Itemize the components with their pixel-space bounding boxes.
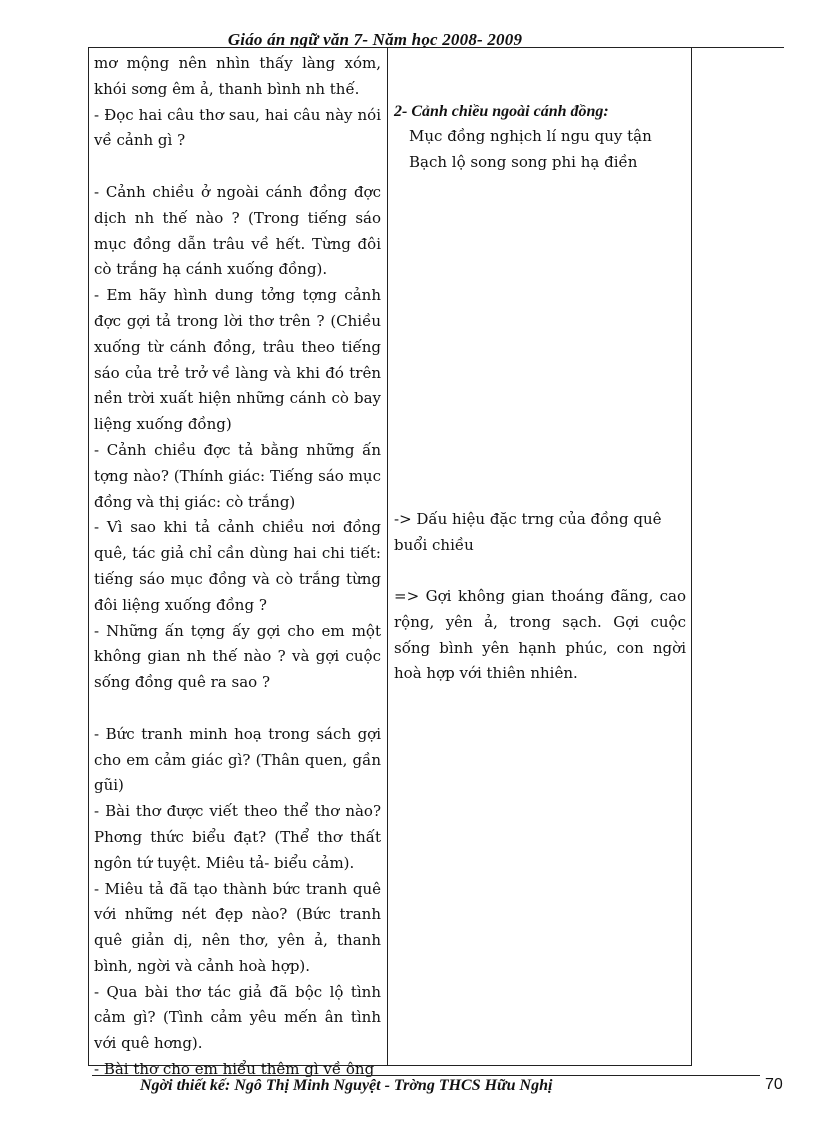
left-line: - Đọc hai câu thơ sau, hai câu này nói về cảnh gì ? — [94, 105, 381, 150]
left-line: - Em hãy hình dung tởng tợng cảnh đợc gợi tả trong lời thơ trên ? (Chiều xuống từ cánh đồng, trâu theo tiếng sáo của trẻ trở về làng và khi đó trên nền trời xuất hiện những cánh cò bay liệng xuống đồng) — [94, 286, 381, 434]
conclusion-text: => Gợi không gian thoáng đãng, cao rộng, yên ả, trong sạch. Gợi cuộc sống bình yên hạnh phúc, con ngời hoà hợp với thiên nhiên. — [394, 587, 686, 683]
poem-line: Bạch lộ song song phi hạ điền — [409, 153, 638, 171]
page-header-title: Giáo án ngữ văn 7- Năm học 2008- 2009 — [227, 30, 523, 48]
teacher-activities-column — [94, 51, 381, 1083]
column-divider — [387, 48, 388, 1065]
left-line: - Những ấn tợng ấy gợi cho em một không gian nh thế nào ? và gợi cuộc sống đồng quê ra sao ? — [94, 621, 381, 692]
left-line: - Qua bài thơ tác giả đã bộc lộ tình cảm gì? (Tình cảm yêu mến ân tình với quê hơng). — [94, 982, 381, 1053]
footer-rule — [92, 1075, 760, 1076]
section-title: 2- Cảnh chiều ngoài cánh đồng: — [394, 103, 609, 120]
left-line: - Miêu tả đã tạo thành bức tranh quê với những nét đẹp nào? (Bức tranh quê giản dị, nên thơ, yên ả, thanh bình, ngời và cảnh hoà hợp). — [94, 879, 381, 975]
left-line: - Vì sao khi tả cảnh chiều nơi đồng quê, tác giả chỉ cần dùng hai chi tiết: tiếng sáo mục đồng và cò trắng từng đôi liệng xuống đồng ? — [94, 518, 381, 614]
left-line: - Bài thơ cho em hiểu thêm gì về ông — [94, 1060, 375, 1079]
left-line: - Cảnh chiều ở ngoài cánh đồng đợc dịch nh thế nào ? (Trong tiếng sáo mục đồng dẫn trâu về hết. Từng đôi cò trắng hạ cánh xuống đồng). — [94, 182, 381, 279]
left-line: - Bức tranh minh hoạ trong sách gợi cho em cảm giác gì? (Thân quen, gần gũi) — [94, 724, 381, 795]
left-line: - Bài thơ được viết theo thể thơ nào? Phơng thức biểu đạt? (Thể thơ thất ngôn tứ tuyệt. Miêu tả- biểu cảm). — [94, 802, 381, 872]
left-line: mơ mộng nên nhìn thấy làng xóm, khói sơng êm ả, thanh bình nh thế. — [94, 54, 381, 98]
lesson-table — [88, 47, 692, 1079]
page-number: 70 — [765, 1076, 783, 1093]
left-line: - Cảnh chiều đợc tả bằng những ấn tợng nào? (Thính giác: Tiếng sáo mục đồng và thị giác: cò trắng) — [94, 440, 381, 511]
poem-line: Mục đồng nghịch lí ngu quy tận — [409, 127, 652, 145]
blank-line — [94, 154, 381, 180]
footer-author: Ngời thiết kế: Ngô Thị Minh Nguyệt - Trờng THCS Hữu Nghị — [140, 1077, 553, 1094]
note-text: -> Dấu hiệu đặc trng của đồng quê buổi chiều — [394, 510, 662, 554]
blank-line — [94, 696, 381, 722]
